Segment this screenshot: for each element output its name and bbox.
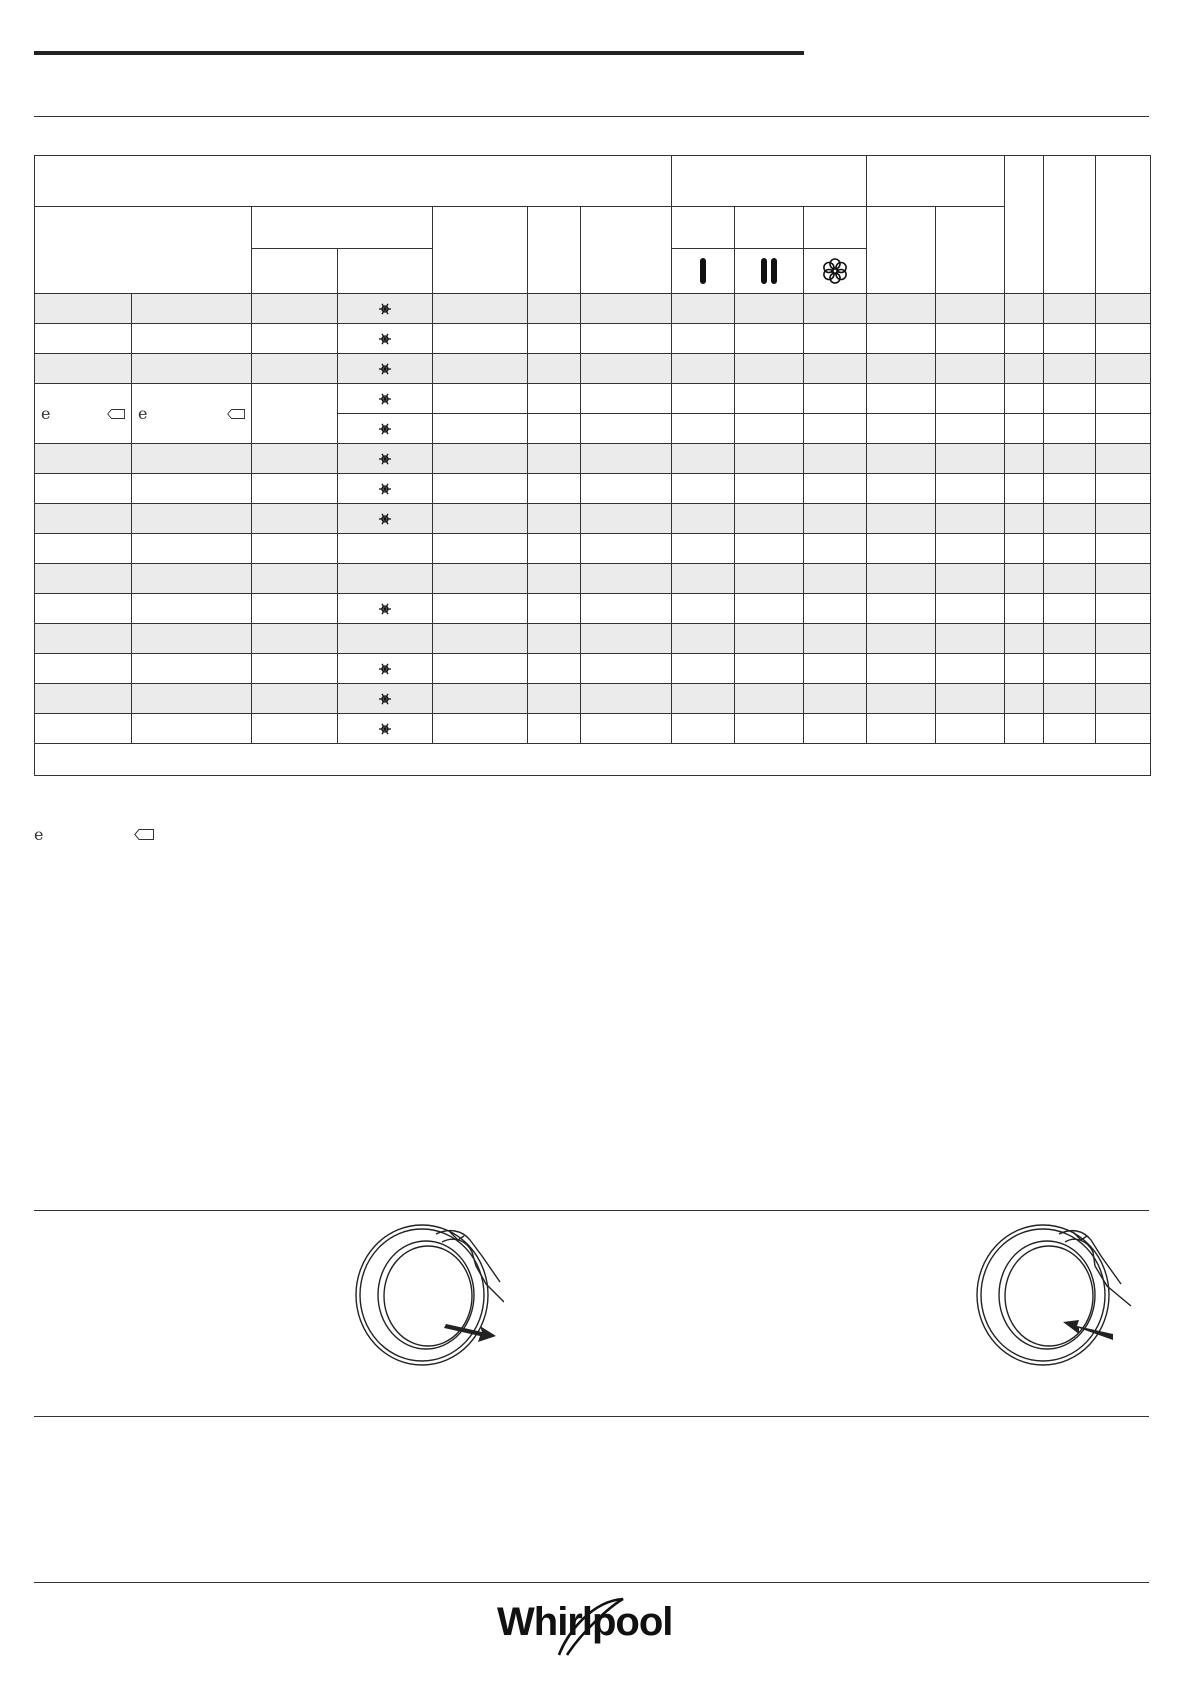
table-cell xyxy=(338,444,433,474)
table-row xyxy=(35,444,1151,474)
table-row xyxy=(35,594,1151,624)
table-cell xyxy=(804,624,867,654)
table-cell xyxy=(1044,594,1096,624)
table-cell xyxy=(1005,354,1044,384)
table-cell xyxy=(35,324,132,354)
table-cell xyxy=(433,624,528,654)
header-cell-temp-default xyxy=(252,249,338,294)
table-cell xyxy=(867,534,936,564)
table-cell xyxy=(735,624,804,654)
table-cell xyxy=(1044,384,1096,414)
table-cell xyxy=(528,294,581,324)
tag-icon xyxy=(134,829,154,840)
table-cell xyxy=(1044,714,1096,744)
snowflake-icon xyxy=(378,302,392,316)
table-cell xyxy=(528,534,581,564)
table-cell xyxy=(338,564,433,594)
table-row xyxy=(35,354,1151,384)
table-row xyxy=(35,504,1151,534)
header-row-1 xyxy=(35,156,1151,207)
header-cell-icon-1 xyxy=(672,249,735,294)
table-cell xyxy=(1096,474,1151,504)
table-cell xyxy=(672,624,735,654)
table-cell xyxy=(672,324,735,354)
table-cell xyxy=(252,534,338,564)
snowflake-icon xyxy=(378,602,392,616)
table-cell xyxy=(338,474,433,504)
header-cell-stage-3 xyxy=(804,207,867,249)
table-cell xyxy=(867,414,936,444)
table-cell xyxy=(1096,654,1151,684)
table-cell xyxy=(433,414,528,444)
table-cell xyxy=(936,684,1005,714)
table-cell xyxy=(252,504,338,534)
table-cell xyxy=(735,504,804,534)
snowflake-icon xyxy=(378,362,392,376)
table-row xyxy=(35,654,1151,684)
double-bar-icon xyxy=(760,258,778,284)
table-cell xyxy=(528,504,581,534)
table-cell xyxy=(338,294,433,324)
table-cell xyxy=(132,714,252,744)
table-cell xyxy=(735,714,804,744)
table-cell xyxy=(867,384,936,414)
table-cell xyxy=(528,654,581,684)
table-cell xyxy=(581,684,672,714)
whirlpool-logo xyxy=(497,1593,683,1659)
table-cell xyxy=(132,294,252,324)
table-cell xyxy=(338,714,433,744)
table-cell xyxy=(528,384,581,414)
table-cell xyxy=(132,324,252,354)
table-cell xyxy=(1044,354,1096,384)
table-cell xyxy=(252,474,338,504)
table-cell xyxy=(528,474,581,504)
table-cell xyxy=(338,384,433,414)
section-rule-2 xyxy=(34,1416,1149,1417)
header-cell-icon-2 xyxy=(735,249,804,294)
table-cell xyxy=(735,594,804,624)
table-cell xyxy=(867,564,936,594)
header-cell-name xyxy=(35,207,252,294)
table-cell xyxy=(1005,624,1044,654)
table-cell xyxy=(804,504,867,534)
table-cell xyxy=(672,564,735,594)
table-cell xyxy=(252,294,338,324)
table-cell xyxy=(35,564,132,594)
table-cell xyxy=(867,354,936,384)
snowflake-icon xyxy=(378,692,392,706)
table-cell xyxy=(1096,714,1151,744)
table-cell xyxy=(252,384,338,444)
table-cell xyxy=(867,324,936,354)
table-cell xyxy=(1005,294,1044,324)
table-cell xyxy=(804,594,867,624)
table-cell xyxy=(528,624,581,654)
header-cell-extra-3 xyxy=(1096,156,1151,294)
table-cell xyxy=(338,414,433,444)
table-cell xyxy=(1096,444,1151,474)
table-cell xyxy=(735,684,804,714)
table-cell xyxy=(338,504,433,534)
table-cell xyxy=(1005,384,1044,414)
table-cell xyxy=(735,294,804,324)
table-cell xyxy=(581,654,672,684)
table-cell xyxy=(936,384,1005,414)
table-cell xyxy=(735,354,804,384)
table-cell xyxy=(1005,474,1044,504)
header-cell-max-load xyxy=(433,207,528,294)
header-cell-programme xyxy=(35,156,672,207)
table-cell xyxy=(672,444,735,474)
whirlpool-logo-text: Whirlpool xyxy=(497,1600,673,1644)
table-cell xyxy=(132,534,252,564)
header-cell-icon-3 xyxy=(804,249,867,294)
table-cell xyxy=(1044,474,1096,504)
table-cell xyxy=(132,654,252,684)
table-cell xyxy=(338,354,433,384)
table-row xyxy=(35,624,1151,654)
header-cell-duration xyxy=(581,207,672,294)
table-cell xyxy=(936,324,1005,354)
table-cell xyxy=(433,534,528,564)
table-cell xyxy=(1005,414,1044,444)
table-cell xyxy=(804,714,867,744)
snowflake-icon xyxy=(378,452,392,466)
snowflake-icon xyxy=(378,722,392,736)
table-cell xyxy=(1005,534,1044,564)
tag-icon xyxy=(107,409,125,419)
table-cell xyxy=(804,444,867,474)
header-cell-stage-1 xyxy=(672,207,735,249)
table-cell xyxy=(1096,354,1151,384)
table-cell xyxy=(433,564,528,594)
header-cell-col6 xyxy=(528,207,581,294)
table-cell xyxy=(433,294,528,324)
table-cell xyxy=(132,354,252,384)
table-cell xyxy=(581,714,672,744)
table-cell xyxy=(433,714,528,744)
table-cell xyxy=(1096,294,1151,324)
table-footnote-cell xyxy=(35,744,1151,776)
table-cell xyxy=(528,684,581,714)
header-row-2 xyxy=(35,207,1151,249)
table-cell xyxy=(338,534,433,564)
table-cell xyxy=(35,654,132,684)
snowflake-icon xyxy=(378,512,392,526)
eco-e-icon: e xyxy=(138,404,148,423)
table-cell xyxy=(252,324,338,354)
table-cell xyxy=(1044,324,1096,354)
table-cell xyxy=(252,594,338,624)
table-cell xyxy=(1096,564,1151,594)
table-row xyxy=(35,684,1151,714)
table-cell xyxy=(581,504,672,534)
table-cell xyxy=(1044,684,1096,714)
header-cell-extra-1 xyxy=(1005,156,1044,294)
table-cell xyxy=(581,594,672,624)
table-cell xyxy=(936,414,1005,444)
table-cell xyxy=(1044,294,1096,324)
header-cell-stage-2 xyxy=(735,207,804,249)
table-cell xyxy=(1005,504,1044,534)
table-cell xyxy=(433,354,528,384)
table-cell xyxy=(867,444,936,474)
table-cell xyxy=(132,624,252,654)
table-cell xyxy=(936,564,1005,594)
table-cell xyxy=(581,354,672,384)
table-cell xyxy=(433,504,528,534)
table-cell xyxy=(804,534,867,564)
eco-e-icon: e xyxy=(41,404,51,423)
table-cell xyxy=(252,624,338,654)
table-cell xyxy=(672,354,735,384)
header-cell-detergent-a xyxy=(867,207,936,294)
header-cell-spin-group xyxy=(672,156,867,207)
table-cell xyxy=(936,354,1005,384)
table-cell xyxy=(1096,684,1151,714)
table-cell xyxy=(867,714,936,744)
table-cell xyxy=(1005,714,1044,744)
table-cell xyxy=(35,504,132,534)
table-cell xyxy=(1044,534,1096,564)
table-cell xyxy=(1044,624,1096,654)
table-cell xyxy=(867,474,936,504)
table-cell xyxy=(936,594,1005,624)
table-row xyxy=(35,324,1151,354)
table-cell xyxy=(35,354,132,384)
table-cell xyxy=(804,324,867,354)
table-cell xyxy=(1005,654,1044,684)
table-cell xyxy=(936,294,1005,324)
table-cell xyxy=(867,684,936,714)
table-cell xyxy=(1096,624,1151,654)
table-row xyxy=(35,474,1151,504)
table-cell xyxy=(1005,444,1044,474)
table-cell xyxy=(672,534,735,564)
table-cell xyxy=(735,654,804,684)
table-cell xyxy=(35,534,132,564)
table-cell xyxy=(433,384,528,414)
header-thin-rule xyxy=(34,116,1149,117)
table-cell xyxy=(1096,384,1151,414)
table-cell xyxy=(735,444,804,474)
table-cell xyxy=(528,414,581,444)
table-cell xyxy=(672,474,735,504)
table-cell xyxy=(867,624,936,654)
table-cell xyxy=(338,624,433,654)
header-cell-temp-range xyxy=(338,249,433,294)
table-cell xyxy=(936,714,1005,744)
table-cell xyxy=(132,444,252,474)
eco-e-icon: e xyxy=(34,824,44,844)
table-cell xyxy=(672,684,735,714)
header-cell-detergent-group xyxy=(867,156,1005,207)
table-row xyxy=(35,534,1151,564)
door-gasket-refit-illustration xyxy=(975,1222,1135,1367)
table-cell xyxy=(936,624,1005,654)
snowflake-icon xyxy=(378,392,392,406)
table-cell xyxy=(672,414,735,444)
table-cell xyxy=(132,684,252,714)
table-cell xyxy=(581,534,672,564)
table-cell xyxy=(936,444,1005,474)
table-cell xyxy=(1044,564,1096,594)
table-cell xyxy=(1096,594,1151,624)
table-cell xyxy=(867,594,936,624)
table-cell xyxy=(1096,504,1151,534)
table-cell xyxy=(132,504,252,534)
footer-rule xyxy=(34,1582,1149,1583)
table-cell xyxy=(672,384,735,414)
table-cell xyxy=(1005,684,1044,714)
table-cell xyxy=(528,444,581,474)
table-cell xyxy=(132,384,252,444)
table-cell xyxy=(581,324,672,354)
table-cell xyxy=(433,684,528,714)
table-cell xyxy=(1005,594,1044,624)
fan-flower-icon xyxy=(821,257,849,285)
table-cell xyxy=(252,444,338,474)
table-cell xyxy=(338,594,433,624)
table-cell xyxy=(528,324,581,354)
table-cell xyxy=(672,654,735,684)
table-cell xyxy=(433,594,528,624)
table-row xyxy=(35,294,1151,324)
table-cell xyxy=(735,384,804,414)
door-gasket-remove-illustration xyxy=(354,1222,504,1367)
table-cell xyxy=(35,684,132,714)
table-cell xyxy=(804,474,867,504)
table-cell xyxy=(433,654,528,684)
tag-icon xyxy=(227,409,245,419)
table-cell xyxy=(528,354,581,384)
table-cell xyxy=(672,714,735,744)
table-cell xyxy=(581,474,672,504)
programme-table xyxy=(34,155,1150,776)
table-cell xyxy=(132,474,252,504)
table-cell xyxy=(936,534,1005,564)
table-cell xyxy=(867,504,936,534)
table-cell xyxy=(581,444,672,474)
table-cell xyxy=(1005,564,1044,594)
header-cell-extra-2 xyxy=(1044,156,1096,294)
table-cell xyxy=(1044,414,1096,444)
table-cell xyxy=(672,294,735,324)
table-cell xyxy=(936,504,1005,534)
table-cell xyxy=(252,714,338,744)
table-footnote-row xyxy=(35,744,1151,776)
legend-line xyxy=(34,825,154,843)
table-cell xyxy=(735,534,804,564)
table-cell xyxy=(936,474,1005,504)
table-cell xyxy=(252,684,338,714)
table-cell xyxy=(1044,444,1096,474)
single-bar-icon xyxy=(699,258,707,284)
table-cell xyxy=(672,594,735,624)
table-cell xyxy=(867,654,936,684)
table-cell xyxy=(433,444,528,474)
table-cell xyxy=(735,324,804,354)
table-cell xyxy=(804,684,867,714)
table-cell xyxy=(1044,654,1096,684)
snowflake-icon xyxy=(378,662,392,676)
table-cell xyxy=(35,444,132,474)
table-cell xyxy=(252,354,338,384)
table-cell xyxy=(528,594,581,624)
table-cell xyxy=(672,504,735,534)
table-cell xyxy=(867,294,936,324)
table-cell xyxy=(528,714,581,744)
table-cell xyxy=(338,684,433,714)
snowflake-icon xyxy=(378,422,392,436)
table-cell xyxy=(735,414,804,444)
header-cell-detergent-b xyxy=(936,207,1005,294)
table-cell xyxy=(804,294,867,324)
table-cell xyxy=(804,354,867,384)
table-cell xyxy=(735,564,804,594)
table-cell xyxy=(1096,534,1151,564)
table-cell xyxy=(252,654,338,684)
table-cell xyxy=(804,564,867,594)
table-cell xyxy=(581,414,672,444)
table-cell xyxy=(433,324,528,354)
table-cell xyxy=(433,474,528,504)
table-cell xyxy=(1096,324,1151,354)
table-cell xyxy=(804,654,867,684)
table-cell xyxy=(35,384,132,444)
table-cell xyxy=(35,624,132,654)
snowflake-icon xyxy=(378,332,392,346)
table-cell xyxy=(581,564,672,594)
table-cell xyxy=(581,384,672,414)
header-thick-rule xyxy=(34,51,804,55)
snowflake-icon xyxy=(378,482,392,496)
header-cell-temperature xyxy=(252,207,433,249)
table-cell xyxy=(132,594,252,624)
table-cell xyxy=(804,384,867,414)
table-cell xyxy=(35,714,132,744)
table-cell xyxy=(735,474,804,504)
table-cell xyxy=(804,414,867,444)
table-cell xyxy=(132,564,252,594)
table-row xyxy=(35,714,1151,744)
table-cell xyxy=(1096,414,1151,444)
table-cell xyxy=(35,474,132,504)
table-cell xyxy=(35,294,132,324)
table-cell xyxy=(338,324,433,354)
table-row xyxy=(35,384,1151,414)
table-cell xyxy=(252,564,338,594)
table-cell xyxy=(338,654,433,684)
table-cell xyxy=(1005,324,1044,354)
table-cell xyxy=(528,564,581,594)
table-cell xyxy=(581,624,672,654)
section-rule-1 xyxy=(34,1210,1149,1211)
table-row xyxy=(35,564,1151,594)
table-cell xyxy=(936,654,1005,684)
table-cell xyxy=(35,594,132,624)
table-cell xyxy=(581,294,672,324)
table-cell xyxy=(1044,504,1096,534)
